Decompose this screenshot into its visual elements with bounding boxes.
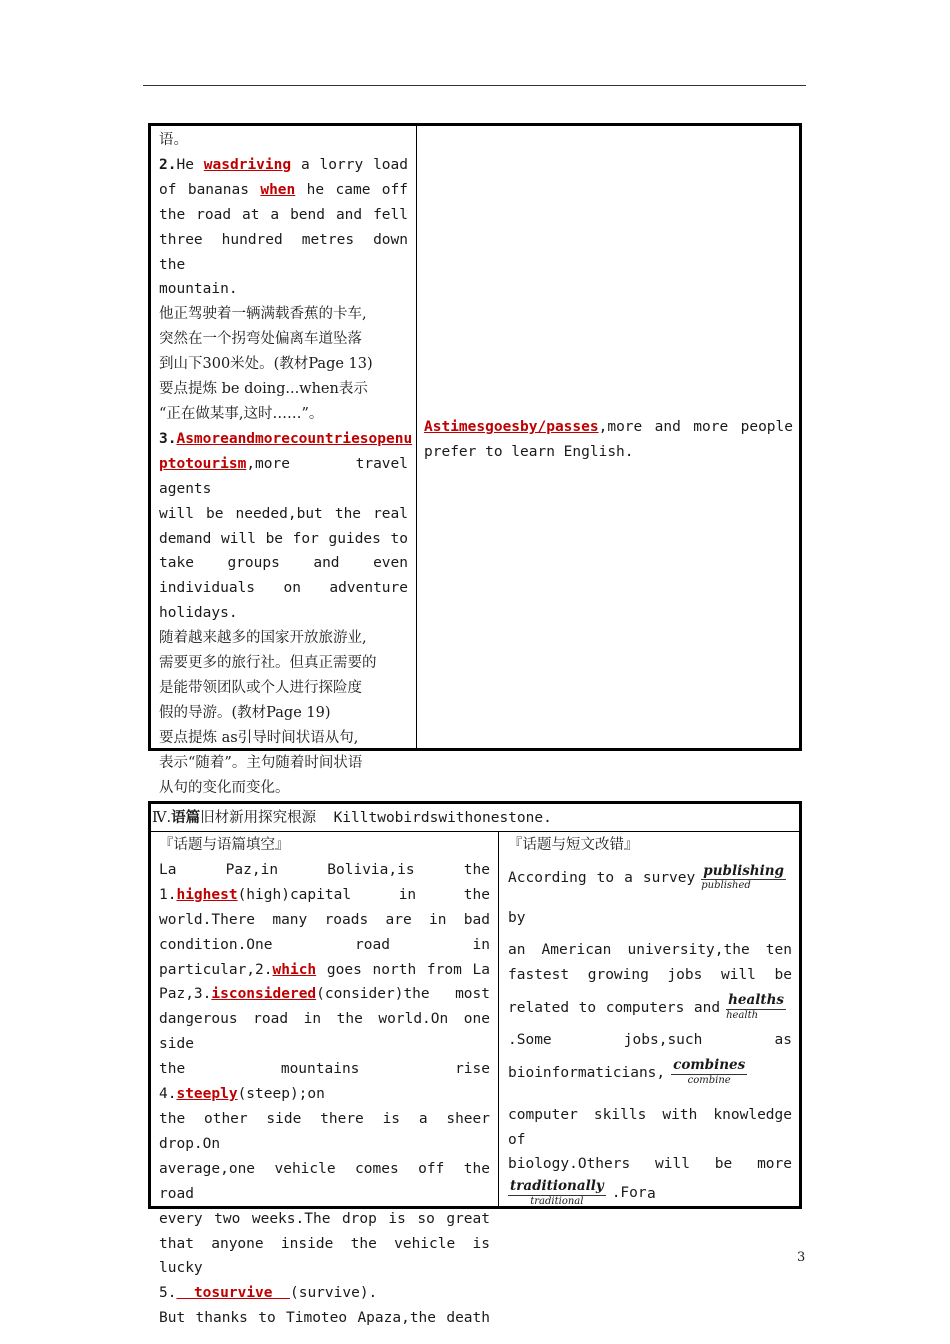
note-line: 从句的变化而变化。: [159, 779, 290, 796]
text-line: demand will be for guides to: [159, 530, 408, 547]
text-line: 2.He wasdriving a lorry load: [159, 156, 408, 173]
text-line: .Some jobs,such as: [508, 1031, 792, 1048]
note-line: 要点提炼 as引导时间状语从句,: [159, 729, 359, 746]
answer-blank: highest: [176, 886, 238, 903]
text-line: the mountains rise 4.steeply(steep);on: [159, 1061, 490, 1103]
passage-fill-cell: [159, 833, 490, 1331]
text-line: mountain.: [159, 281, 238, 298]
note-line: “正在做某事,这时……”。: [159, 405, 324, 422]
text-line: individuals on adventure: [159, 580, 408, 597]
answer-blank: when: [260, 181, 296, 198]
correction-mark: traditionally traditional: [510, 1178, 604, 1207]
translation-line: 随着越来越多的国家开放旅游业,: [159, 630, 367, 647]
answer-blank: which: [272, 961, 317, 978]
text-line: take groups and even: [159, 555, 408, 572]
translation-line: 他正驾驶着一辆满载香蕉的卡车,: [159, 306, 367, 323]
note-line: 表示“随着”。主句随着时间状语: [159, 754, 363, 771]
header-rule: [143, 85, 806, 86]
text-fragment: a: [647, 1186, 656, 1202]
column-divider: [498, 831, 499, 1206]
correction-mark: healths health: [726, 992, 784, 1021]
correction-mark: publishing published: [701, 862, 784, 892]
translation-line: 到山下300米处。(教材Page 13): [159, 356, 373, 373]
answer-blank: steeply: [176, 1086, 238, 1103]
text-line: traditionally traditional .For: [510, 1178, 647, 1207]
text-line: 语。: [159, 132, 188, 148]
text-line: But thanks to Timoteo Apaza,the death: [159, 1310, 490, 1327]
section-title: 『话题与短文改错』: [508, 837, 639, 853]
text-line: condition.One road in: [159, 936, 490, 953]
text-line: dangerous road in the world.On one side: [159, 1011, 490, 1053]
text-line: every two weeks.The drop is so great: [159, 1210, 490, 1227]
practice-cell-right: [424, 415, 793, 465]
text-line: fastest growing jobs will be: [508, 966, 792, 983]
text-line: biology.Others will be more: [508, 1156, 792, 1173]
answer-blank: isconsidered: [211, 986, 317, 1003]
text-line: of bananas when he came off: [159, 181, 408, 198]
text-line: 1.highest(high)capital in the: [159, 886, 490, 903]
sentence-table: [148, 123, 802, 796]
text-line: 3.Asmoreandmorecountriesopenu: [159, 430, 413, 447]
translation-line: 突然在一个拐弯处偏离车道坠落: [159, 331, 362, 348]
text-line: average,one vehicle comes off the road: [159, 1160, 490, 1202]
text-line: that anyone inside the vehicle is lucky: [159, 1235, 490, 1277]
text-line: computer skills with knowledge of: [508, 1106, 792, 1148]
text-line: will be needed,but the real: [159, 505, 408, 522]
translation-line: 需要更多的旅行社。但真正需要的: [159, 655, 377, 672]
answer-blank: Astimesgoesby/passes: [424, 419, 599, 435]
sentence-cell-left: [159, 128, 413, 800]
text-line: According to a survey publishing published by: [508, 862, 784, 926]
translation-line: 是能带领团队或个人进行探险度: [159, 679, 362, 696]
passage-table: [148, 801, 802, 1327]
text-line: the road at a bend and fell: [159, 206, 408, 223]
section-header: Ⅳ.语篇旧材新用探究根源 Killtwobirdswithonestone.: [152, 809, 552, 826]
text-line: bioinformaticians, combines combine: [508, 1057, 746, 1086]
answer-blank: ptotourism: [159, 455, 247, 472]
error-correction-cell: [508, 833, 792, 1209]
note-line: 要点提炼 be doing...when表示: [159, 381, 368, 398]
text-line: 5. tosurvive (survive).: [159, 1285, 378, 1302]
section-title: 『话题与语篇填空』: [159, 837, 290, 853]
text-line: Paz,3.isconsidered(consider)the most: [159, 986, 490, 1003]
text-line: particular,2.which goes north from La: [159, 961, 490, 978]
text-line: world.There many roads are in bad: [159, 911, 490, 928]
answer-blank: tosurvive: [193, 1285, 273, 1302]
text-line: ptotourism,more travel agents: [159, 455, 408, 497]
header-divider: [151, 831, 799, 832]
text-line: three hundred metres down the: [159, 231, 408, 273]
page-number: 3: [797, 1250, 806, 1265]
text-line: related to computers and healths health: [508, 992, 784, 1021]
text-line: Astimesgoesby/passes,more and more people: [424, 419, 793, 435]
answer-blank: wasdriving: [203, 156, 292, 173]
correction-mark: combines combine: [673, 1057, 746, 1086]
text-line: La Paz,in Bolivia,is the: [159, 861, 490, 878]
text-line: holidays.: [159, 605, 238, 622]
translation-line: 假的导游。(教材Page 19): [159, 704, 331, 721]
answer-blank: Asmoreandmorecountriesopenu: [176, 430, 413, 447]
text-line: the other side there is a sheer drop.On: [159, 1110, 490, 1152]
text-line: an American university,the ten: [508, 941, 792, 958]
text-line: prefer to learn English.: [424, 443, 634, 460]
column-divider: [416, 126, 417, 748]
